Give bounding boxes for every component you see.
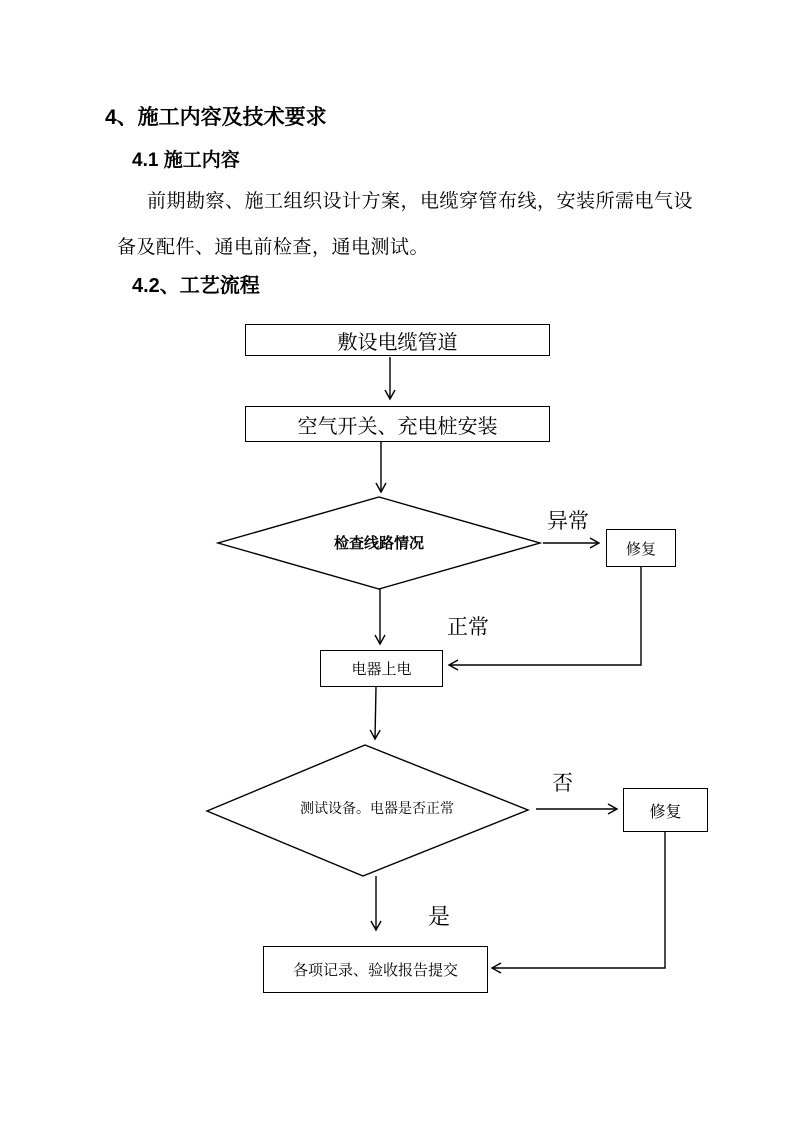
flow-node-check-line-label: 检查线路情况 [333, 536, 424, 552]
flow-node-repair-top: 修复 [606, 529, 676, 567]
edge-label-no: 否 [552, 771, 573, 795]
subsection-heading-41: 4.1 施工内容 [132, 150, 240, 171]
edge-repair-to-submit [492, 832, 665, 968]
edge-label-yes: 是 [428, 904, 451, 929]
flow-node-lay-cable-duct: 敷设电缆管道 [245, 324, 550, 356]
edge-power-on-to-test [375, 687, 376, 739]
flow-node-test-device-label: 测试设备。电器是否正常 [300, 802, 454, 817]
flow-node-install-switch-pile: 空气开关、充电桩安装 [245, 406, 550, 442]
flow-node-repair-bottom: 修复 [623, 788, 708, 832]
flow-node-power-on: 电器上电 [320, 650, 443, 687]
section-heading: 4、施工内容及技术要求 [105, 106, 327, 129]
edge-label-normal: 正常 [447, 615, 489, 639]
body-paragraph-line-2: 备及配件、通电前检查，通电测试。 [117, 237, 430, 258]
body-paragraph-line-1: 前期勘察、施工组织设计方案，电缆穿管布线，安装所需电气设 [147, 191, 694, 212]
edge-label-abnormal: 异常 [547, 509, 589, 533]
flow-node-submit-records: 各项记录、验收报告提交 [263, 946, 488, 993]
subsection-heading-42: 4.2、工艺流程 [132, 275, 260, 297]
